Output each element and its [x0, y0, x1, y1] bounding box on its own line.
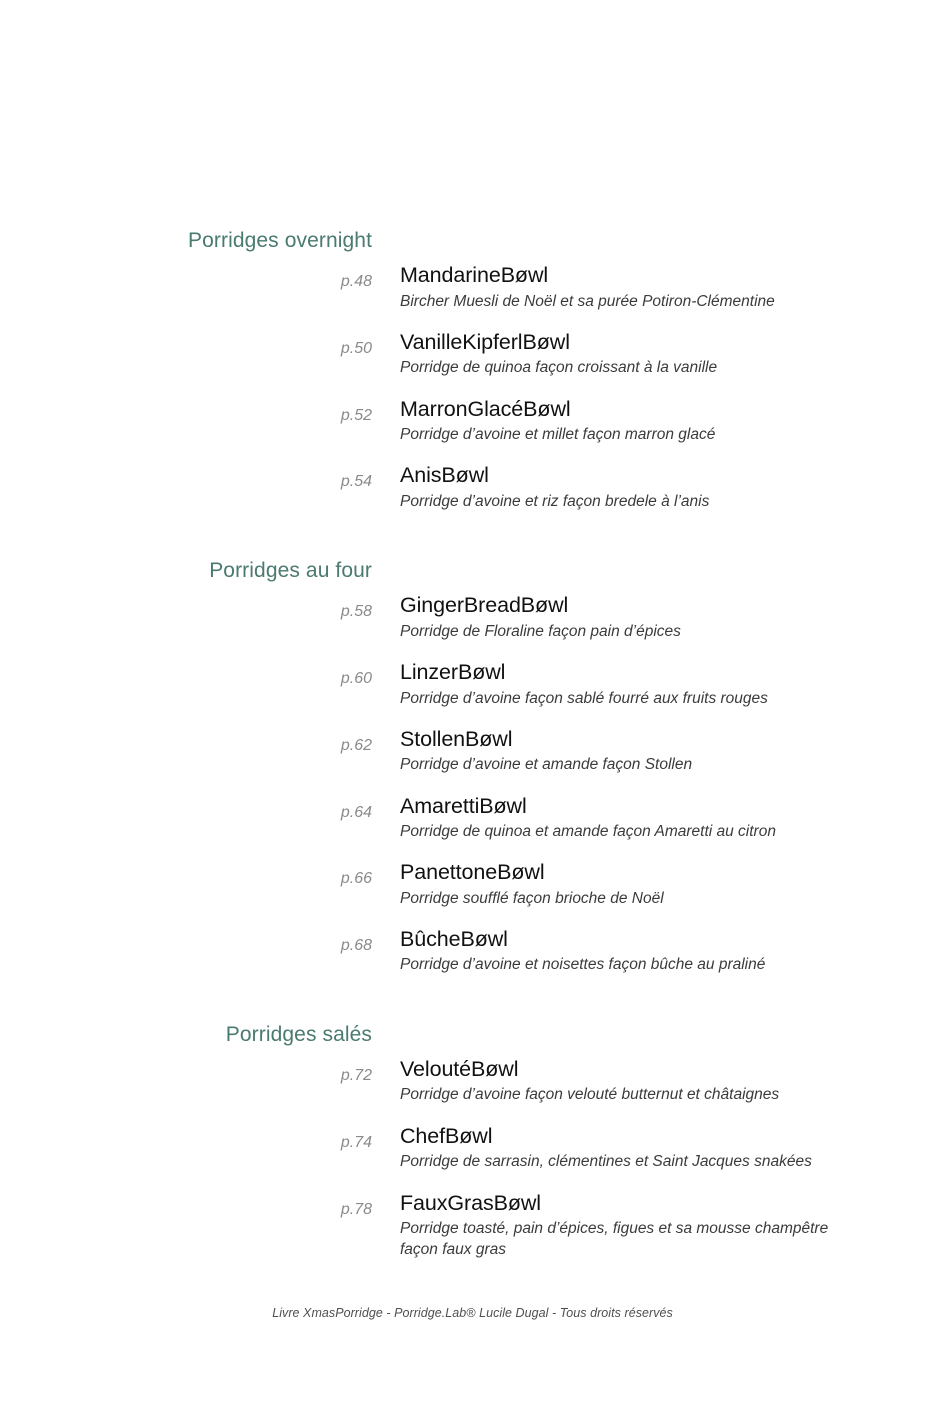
toc-entry-subtitle: Porridge d’avoine et noisettes façon bûche au praliné: [400, 956, 766, 974]
toc-section: [0, 1022, 945, 1261]
toc-entry-page-number: p.60: [340, 670, 372, 688]
toc-entry-subtitle: Bircher Muesli de Noël et sa purée Potiron-Clémentine: [400, 292, 775, 310]
toc-entry[interactable]: [0, 593, 945, 642]
toc-entry-page-number: p.68: [340, 937, 372, 955]
toc-entry-page-number: p.66: [340, 870, 372, 888]
toc-entry[interactable]: [0, 1191, 945, 1261]
toc-entry-page-number: p.50: [340, 339, 372, 357]
toc-entry-page-number: p.54: [340, 473, 372, 491]
toc-entry[interactable]: [0, 1124, 945, 1173]
section-heading: Porridges overnight: [188, 229, 372, 252]
page-footer: [0, 1304, 945, 1322]
toc-entry-page-number: p.48: [340, 273, 372, 291]
toc-entry-page-number: p.64: [340, 803, 372, 821]
toc-entry-body: [372, 727, 945, 776]
toc-entry[interactable]: [0, 263, 945, 312]
toc-entry-subtitle: Porridge de quinoa façon croissant à la vanille: [400, 359, 718, 377]
toc-entry-subtitle: Porridge d’avoine façon velouté butternut et châtaignes: [400, 1086, 780, 1104]
toc-entry-title[interactable]: MandarineBøwl: [400, 263, 549, 288]
toc-entry-subtitle: Porridge toasté, pain d’épices, figues et sa mousse champêtre façon faux gras: [400, 1219, 829, 1259]
toc-entry-subtitle: Porridge d’avoine et millet façon marron glacé: [400, 426, 716, 444]
toc-entry-page-number: p.72: [340, 1067, 372, 1085]
toc-entry-body: [372, 593, 945, 642]
toc-entry-subtitle: Porridge d’avoine et riz façon bredele à l’anis: [400, 492, 710, 510]
toc-section: [0, 558, 945, 976]
toc-section: [0, 228, 945, 512]
toc-entry-body: [372, 263, 945, 312]
toc-entry-body: [372, 1057, 945, 1106]
toc-entry-body: [372, 927, 945, 976]
toc-entry-subtitle: Porridge de Floraline façon pain d’épices: [400, 622, 681, 640]
toc-entry-title[interactable]: AmarettiBøwl: [400, 793, 527, 818]
toc-entry-body: [372, 330, 945, 379]
toc-entry-page-number: p.74: [340, 1133, 372, 1151]
section-heading: Porridges au four: [209, 559, 372, 583]
toc-entry[interactable]: [0, 1057, 945, 1106]
toc-entry-subtitle: Porridge d’avoine façon sablé fourré aux fruits rouges: [400, 689, 768, 707]
toc-entry-body: [372, 1124, 945, 1173]
toc-entry-page-number: p.52: [340, 406, 372, 424]
toc-entry-page-number: p.58: [340, 603, 372, 621]
toc-entry[interactable]: [0, 927, 945, 976]
section-heading: Porridges salés: [225, 1022, 372, 1046]
toc-entry[interactable]: [0, 463, 945, 512]
toc-entry[interactable]: [0, 397, 945, 446]
toc-entry-body: [372, 1191, 945, 1261]
toc-entry-title[interactable]: StollenBøwl: [400, 726, 513, 751]
toc-entry-body: [372, 660, 945, 709]
toc-entry-title[interactable]: BûcheBøwl: [400, 927, 508, 952]
toc-entry-title[interactable]: GingerBreadBøwl: [400, 593, 569, 618]
table-of-contents: [0, 228, 945, 1261]
toc-entry-title[interactable]: ChefBøwl: [400, 1123, 493, 1148]
toc-entry-title[interactable]: MarronGlacéBøwl: [400, 396, 571, 421]
toc-entry-subtitle: Porridge soufflé façon brioche de Noël: [400, 889, 664, 907]
toc-entry[interactable]: [0, 860, 945, 909]
toc-entry-subtitle: Porridge d’avoine et amande façon Stollen: [400, 756, 693, 774]
toc-entry-page-number: p.62: [340, 736, 372, 754]
toc-entry[interactable]: [0, 330, 945, 379]
toc-entry-body: [372, 463, 945, 512]
toc-entry[interactable]: [0, 794, 945, 843]
toc-entry-page-number: p.78: [340, 1200, 372, 1218]
toc-entry-title[interactable]: PanettoneBøwl: [400, 860, 545, 885]
toc-entry-body: [372, 397, 945, 446]
toc-entry-title[interactable]: VeloutéBøwl: [400, 1057, 519, 1082]
toc-entry-title[interactable]: AnisBøwl: [400, 463, 489, 488]
toc-entry-subtitle: Porridge de quinoa et amande façon Amaretti au citron: [400, 823, 776, 840]
toc-entry-title[interactable]: LinzerBøwl: [400, 660, 506, 685]
toc-entry-title[interactable]: FauxGrasBøwl: [400, 1190, 541, 1215]
toc-entry[interactable]: [0, 727, 945, 776]
footer-copyright-text: Livre XmasPorridge - Porridge.Lab® Lucile Dugal - Tous droits réservés: [272, 1306, 673, 1320]
toc-entry-title[interactable]: VanilleKipferlBøwl: [400, 329, 570, 354]
toc-entry-body: [372, 794, 945, 843]
toc-entry[interactable]: [0, 660, 945, 709]
toc-entry-subtitle: Porridge de sarrasin, clémentines et Saint Jacques snakées: [400, 1153, 812, 1171]
toc-entry-body: [372, 860, 945, 909]
